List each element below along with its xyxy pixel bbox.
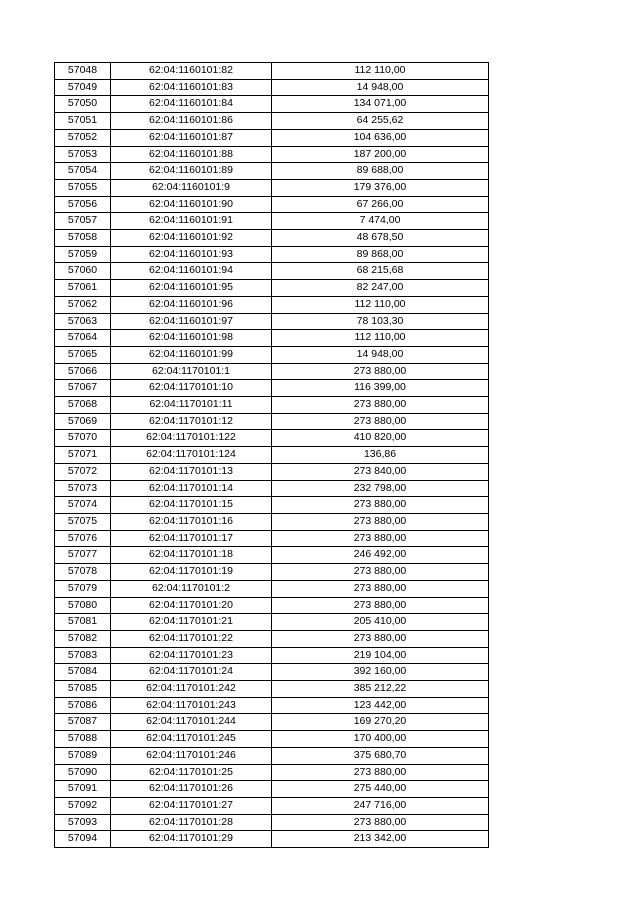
table-row — [55, 714, 489, 731]
table-row — [55, 413, 489, 430]
cadastral-number-cell: 62:04:1170101:122 — [111, 430, 272, 447]
table-row — [55, 296, 489, 313]
cadastral-value-cell: 275 440,00 — [272, 781, 489, 798]
cadastral-value-cell: 385 212,22 — [272, 681, 489, 698]
cadastral-number-cell: 62:04:1170101:23 — [111, 647, 272, 664]
row-number-cell: 57077 — [55, 547, 111, 564]
cadastral-number-cell: 62:04:1160101:9 — [111, 179, 272, 196]
row-number-cell: 57073 — [55, 480, 111, 497]
row-number-cell: 57087 — [55, 714, 111, 731]
table-row — [55, 513, 489, 530]
cadastral-value-cell: 134 071,00 — [272, 96, 489, 113]
table-row — [55, 764, 489, 781]
table-row — [55, 146, 489, 163]
table-row — [55, 681, 489, 698]
row-number-cell: 57081 — [55, 614, 111, 631]
table-row — [55, 747, 489, 764]
cadastral-value-cell: 169 270,20 — [272, 714, 489, 731]
cadastral-value-cell: 136,86 — [272, 447, 489, 464]
row-number-cell: 57066 — [55, 363, 111, 380]
cadastral-value-cell: 112 110,00 — [272, 330, 489, 347]
cadastral-number-cell: 62:04:1160101:96 — [111, 296, 272, 313]
table-row — [55, 430, 489, 447]
row-number-cell: 57069 — [55, 413, 111, 430]
row-number-cell: 57061 — [55, 280, 111, 297]
cadastral-value-table — [54, 62, 489, 848]
cadastral-value-cell: 273 880,00 — [272, 413, 489, 430]
table-row — [55, 246, 489, 263]
table-row — [55, 213, 489, 230]
table-row — [55, 179, 489, 196]
table-row — [55, 831, 489, 848]
cadastral-number-cell: 62:04:1170101:15 — [111, 497, 272, 514]
cadastral-value-cell: 89 688,00 — [272, 163, 489, 180]
row-number-cell: 57079 — [55, 580, 111, 597]
row-number-cell: 57092 — [55, 797, 111, 814]
row-number-cell: 57058 — [55, 230, 111, 247]
cadastral-number-cell: 62:04:1170101:25 — [111, 764, 272, 781]
cadastral-value-cell: 116 399,00 — [272, 380, 489, 397]
row-number-cell: 57063 — [55, 313, 111, 330]
row-number-cell: 57075 — [55, 513, 111, 530]
cadastral-number-cell: 62:04:1160101:89 — [111, 163, 272, 180]
row-number-cell: 57072 — [55, 463, 111, 480]
row-number-cell: 57049 — [55, 79, 111, 96]
table-row — [55, 113, 489, 130]
table-row — [55, 447, 489, 464]
cadastral-number-cell: 62:04:1160101:95 — [111, 280, 272, 297]
table-row — [55, 129, 489, 146]
cadastral-value-cell: 48 678,50 — [272, 230, 489, 247]
table-row — [55, 647, 489, 664]
cadastral-number-cell: 62:04:1170101:243 — [111, 697, 272, 714]
row-number-cell: 57059 — [55, 246, 111, 263]
table-row — [55, 597, 489, 614]
cadastral-value-cell: 187 200,00 — [272, 146, 489, 163]
cadastral-value-cell: 273 880,00 — [272, 363, 489, 380]
row-number-cell: 57053 — [55, 146, 111, 163]
row-number-cell: 57068 — [55, 397, 111, 414]
row-number-cell: 57074 — [55, 497, 111, 514]
cadastral-value-cell: 273 880,00 — [272, 497, 489, 514]
cadastral-number-cell: 62:04:1160101:90 — [111, 196, 272, 213]
cadastral-number-cell: 62:04:1170101:12 — [111, 413, 272, 430]
cadastral-value-cell: 273 880,00 — [272, 764, 489, 781]
row-number-cell: 57060 — [55, 263, 111, 280]
cadastral-number-cell: 62:04:1160101:86 — [111, 113, 272, 130]
table-row — [55, 480, 489, 497]
cadastral-number-cell: 62:04:1170101:21 — [111, 614, 272, 631]
row-number-cell: 57067 — [55, 380, 111, 397]
table-body — [55, 63, 489, 848]
cadastral-number-cell: 62:04:1160101:83 — [111, 79, 272, 96]
cadastral-value-cell: 273 840,00 — [272, 463, 489, 480]
cadastral-value-cell: 179 376,00 — [272, 179, 489, 196]
row-number-cell: 57076 — [55, 530, 111, 547]
cadastral-number-cell: 62:04:1170101:244 — [111, 714, 272, 731]
table-row — [55, 330, 489, 347]
cadastral-number-cell: 62:04:1170101:20 — [111, 597, 272, 614]
table-row — [55, 313, 489, 330]
cadastral-number-cell: 62:04:1170101:2 — [111, 580, 272, 597]
table-row — [55, 230, 489, 247]
row-number-cell: 57051 — [55, 113, 111, 130]
row-number-cell: 57094 — [55, 831, 111, 848]
row-number-cell: 57086 — [55, 697, 111, 714]
cadastral-value-cell: 273 880,00 — [272, 597, 489, 614]
cadastral-number-cell: 62:04:1170101:24 — [111, 664, 272, 681]
cadastral-number-cell: 62:04:1170101:14 — [111, 480, 272, 497]
cadastral-value-cell: 273 880,00 — [272, 513, 489, 530]
table-row — [55, 781, 489, 798]
row-number-cell: 57065 — [55, 346, 111, 363]
table-row — [55, 614, 489, 631]
cadastral-number-cell: 62:04:1170101:124 — [111, 447, 272, 464]
row-number-cell: 57078 — [55, 564, 111, 581]
cadastral-value-cell: 89 868,00 — [272, 246, 489, 263]
row-number-cell: 57085 — [55, 681, 111, 698]
cadastral-number-cell: 62:04:1170101:28 — [111, 814, 272, 831]
cadastral-value-cell: 78 103,30 — [272, 313, 489, 330]
table-row — [55, 463, 489, 480]
row-number-cell: 57048 — [55, 63, 111, 80]
table-row — [55, 564, 489, 581]
row-number-cell: 57090 — [55, 764, 111, 781]
table-row — [55, 96, 489, 113]
cadastral-number-cell: 62:04:1160101:94 — [111, 263, 272, 280]
cadastral-number-cell: 62:04:1160101:97 — [111, 313, 272, 330]
cadastral-value-cell: 112 110,00 — [272, 296, 489, 313]
row-number-cell: 57055 — [55, 179, 111, 196]
row-number-cell: 57091 — [55, 781, 111, 798]
table-row — [55, 363, 489, 380]
cadastral-value-cell: 14 948,00 — [272, 79, 489, 96]
cadastral-number-cell: 62:04:1170101:13 — [111, 463, 272, 480]
cadastral-value-cell: 273 880,00 — [272, 397, 489, 414]
cadastral-number-cell: 62:04:1170101:29 — [111, 831, 272, 848]
cadastral-value-cell: 170 400,00 — [272, 731, 489, 748]
row-number-cell: 57050 — [55, 96, 111, 113]
cadastral-number-cell: 62:04:1170101:16 — [111, 513, 272, 530]
table-row — [55, 196, 489, 213]
row-number-cell: 57082 — [55, 630, 111, 647]
cadastral-value-cell: 205 410,00 — [272, 614, 489, 631]
cadastral-number-cell: 62:04:1160101:87 — [111, 129, 272, 146]
cadastral-value-cell: 14 948,00 — [272, 346, 489, 363]
row-number-cell: 57083 — [55, 647, 111, 664]
cadastral-value-cell: 273 880,00 — [272, 564, 489, 581]
row-number-cell: 57064 — [55, 330, 111, 347]
table-row — [55, 397, 489, 414]
cadastral-value-cell: 247 716,00 — [272, 797, 489, 814]
table-row — [55, 497, 489, 514]
cadastral-value-cell: 112 110,00 — [272, 63, 489, 80]
table-row — [55, 664, 489, 681]
cadastral-value-cell: 375 680,70 — [272, 747, 489, 764]
cadastral-value-cell: 213 342,00 — [272, 831, 489, 848]
row-number-cell: 57071 — [55, 447, 111, 464]
cadastral-value-cell: 67 266,00 — [272, 196, 489, 213]
cadastral-value-cell: 273 880,00 — [272, 580, 489, 597]
table-row — [55, 346, 489, 363]
row-number-cell: 57054 — [55, 163, 111, 180]
cadastral-number-cell: 62:04:1170101:22 — [111, 630, 272, 647]
table-row — [55, 580, 489, 597]
cadastral-value-cell: 82 247,00 — [272, 280, 489, 297]
row-number-cell: 57070 — [55, 430, 111, 447]
cadastral-value-cell: 232 798,00 — [272, 480, 489, 497]
cadastral-value-cell: 219 104,00 — [272, 647, 489, 664]
row-number-cell: 57056 — [55, 196, 111, 213]
row-number-cell: 57062 — [55, 296, 111, 313]
cadastral-number-cell: 62:04:1160101:82 — [111, 63, 272, 80]
cadastral-number-cell: 62:04:1160101:92 — [111, 230, 272, 247]
table-row — [55, 797, 489, 814]
cadastral-number-cell: 62:04:1160101:98 — [111, 330, 272, 347]
cadastral-number-cell: 62:04:1160101:93 — [111, 246, 272, 263]
cadastral-number-cell: 62:04:1170101:26 — [111, 781, 272, 798]
cadastral-number-cell: 62:04:1170101:17 — [111, 530, 272, 547]
cadastral-value-cell: 273 880,00 — [272, 530, 489, 547]
table-row — [55, 530, 489, 547]
row-number-cell: 57080 — [55, 597, 111, 614]
table-row — [55, 380, 489, 397]
table-row — [55, 163, 489, 180]
cadastral-value-cell: 64 255,62 — [272, 113, 489, 130]
cadastral-number-cell: 62:04:1170101:246 — [111, 747, 272, 764]
table-row — [55, 697, 489, 714]
table-row — [55, 630, 489, 647]
cadastral-number-cell: 62:04:1170101:27 — [111, 797, 272, 814]
table-row — [55, 263, 489, 280]
row-number-cell: 57089 — [55, 747, 111, 764]
table-row — [55, 731, 489, 748]
cadastral-number-cell: 62:04:1170101:11 — [111, 397, 272, 414]
cadastral-value-cell: 273 880,00 — [272, 814, 489, 831]
cadastral-number-cell: 62:04:1160101:91 — [111, 213, 272, 230]
table-row — [55, 79, 489, 96]
cadastral-number-cell: 62:04:1170101:1 — [111, 363, 272, 380]
cadastral-value-cell: 7 474,00 — [272, 213, 489, 230]
table-row — [55, 63, 489, 80]
table-row — [55, 814, 489, 831]
row-number-cell: 57084 — [55, 664, 111, 681]
row-number-cell: 57057 — [55, 213, 111, 230]
cadastral-value-cell: 273 880,00 — [272, 630, 489, 647]
cadastral-value-cell: 123 442,00 — [272, 697, 489, 714]
cadastral-value-cell: 392 160,00 — [272, 664, 489, 681]
cadastral-number-cell: 62:04:1170101:19 — [111, 564, 272, 581]
cadastral-number-cell: 62:04:1160101:99 — [111, 346, 272, 363]
cadastral-number-cell: 62:04:1170101:10 — [111, 380, 272, 397]
cadastral-value-cell: 246 492,00 — [272, 547, 489, 564]
cadastral-number-cell: 62:04:1170101:245 — [111, 731, 272, 748]
row-number-cell: 57088 — [55, 731, 111, 748]
cadastral-number-cell: 62:04:1160101:84 — [111, 96, 272, 113]
table-row — [55, 280, 489, 297]
row-number-cell: 57052 — [55, 129, 111, 146]
cadastral-number-cell: 62:04:1170101:18 — [111, 547, 272, 564]
row-number-cell: 57093 — [55, 814, 111, 831]
cadastral-number-cell: 62:04:1170101:242 — [111, 681, 272, 698]
table-row — [55, 547, 489, 564]
cadastral-value-cell: 68 215,68 — [272, 263, 489, 280]
cadastral-number-cell: 62:04:1160101:88 — [111, 146, 272, 163]
cadastral-value-cell: 104 636,00 — [272, 129, 489, 146]
cadastral-value-cell: 410 820,00 — [272, 430, 489, 447]
